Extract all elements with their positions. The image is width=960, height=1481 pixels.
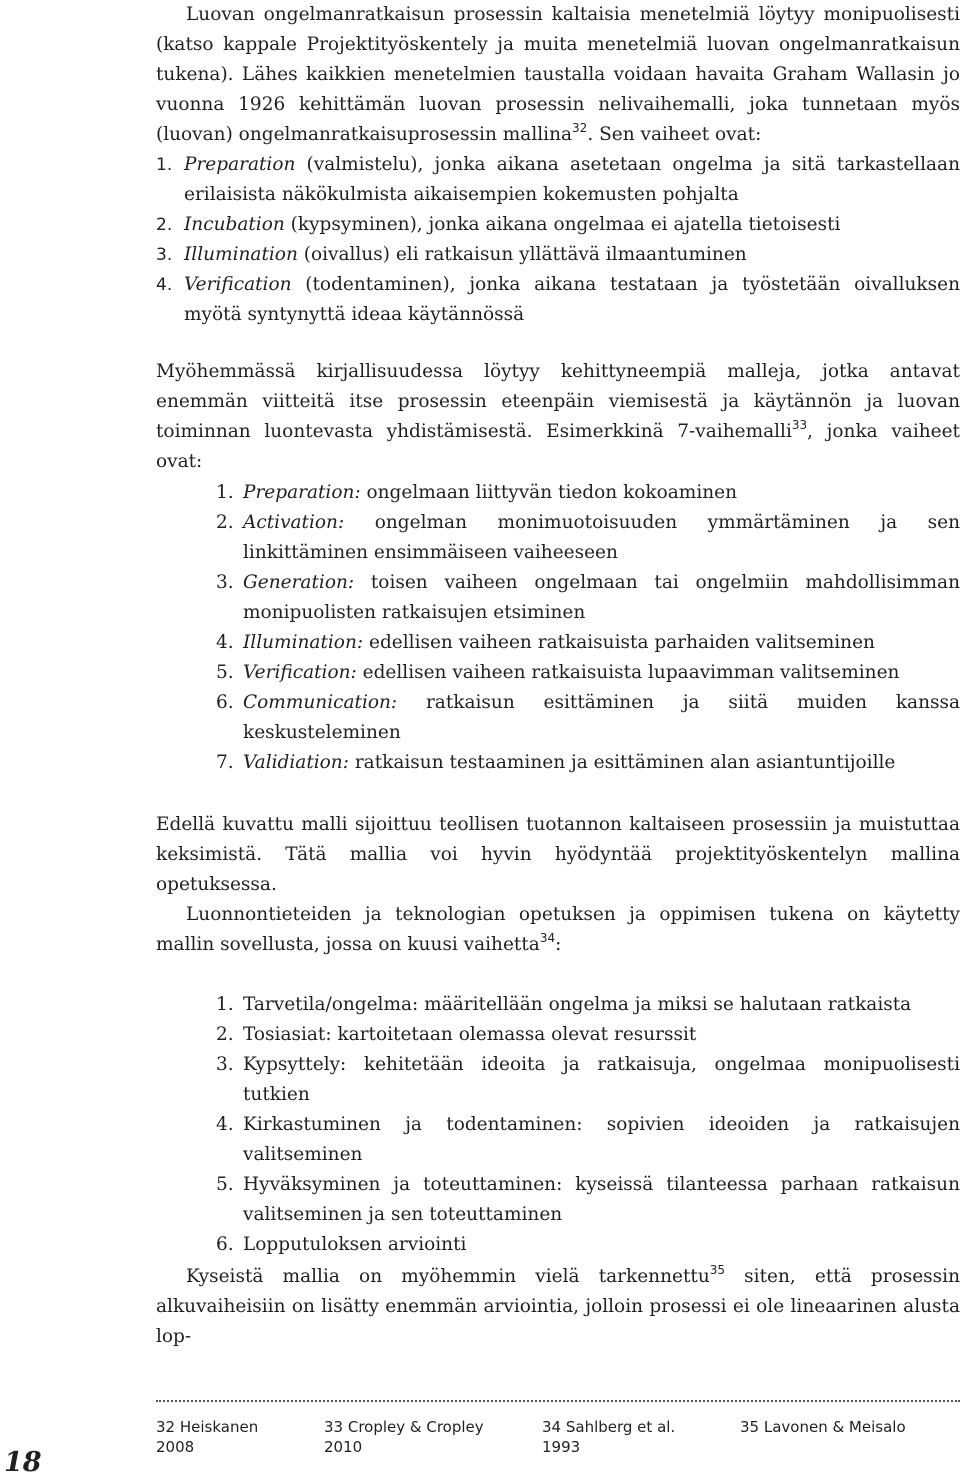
intro-paragraph: Luovan ongelmanratkaisun prosessin kaltaisia menetelmiä löytyy monipuolisesti (katso kappale Projektityöskentely ja muita menetelmiä luovan ongelmanratkaisun tukena). Lähes kaikkien menetelmien taustalla voidaan havaita Graham Wallasin jo vuonna 1926 kehittämän luovan prosessin nelivaihemalli, joka tunnetaan myös (luovan) ongelmanratkaisuprosessin mallina$^{32}$. Sen vaiheet ovat: [156, 4, 960, 145]
paragraph: Kyseistä mallia on myöhemmin vielä tarkennettu$^{35}$ siten, että prosessin alkuvaiheisiin on lisätty enemmän arviointia, jolloin prosessi ei ole lineaarinen alusta lop- [156, 1263, 960, 1347]
list-item: 2. Activation: ongelman monimuotoisuuden ymmärtäminen ja sen linkittäminen ensimmäiseen vaiheeseen [216, 512, 960, 563]
paragraph: Myöhemmässä kirjallisuudessa löytyy kehittyneempiä malleja, jotka antavat enemmän viitteitä itse prosessin eteenpäin viemisestä ja käytännön ja luovan toiminnan luontevasta yhdistämisestä. Esimerkkinä 7-vaihemalli$^{33}$, jonka vaiheet ovat: [156, 361, 960, 472]
six-stage-intro [156, 900, 960, 960]
list-item: 5. Verification: edellisen vaiheen ratkaisuista lupaavimman valitseminen [216, 662, 900, 683]
list-item: 3. Generation: toisen vaiheen ongelmaan tai ongelmiin mahdollisimman monipuolisten ratkaisujen etsiminen [216, 572, 960, 623]
wallas-stage-list [156, 150, 960, 330]
list-item: 4. Kirkastuminen ja todentaminen: sopivien ideoiden ja ratkaisujen valitseminen [216, 1114, 960, 1165]
list-item: 3. Kypsyttely: kehitetään ideoita ja ratkaisuja, ongelmaa monipuolisesti tutkien [216, 1054, 960, 1105]
summary-section [156, 810, 960, 900]
list-item: 7. Validiation: ratkaisun testaaminen ja esittäminen alan asiantuntijoille [216, 752, 896, 773]
list-item: 5. Hyväksyminen ja toteuttaminen: kyseissä tilanteessa parhaan ratkaisun valitseminen ja sen toteuttaminen [216, 1174, 960, 1225]
list-item: 6. Lopputuloksen arviointi [216, 1234, 467, 1255]
footnote-34: 34 Sahlberg et al. 1993 [542, 1418, 676, 1456]
seven-stage-section [156, 478, 960, 778]
list-item: 1. Tarvetila/ongelma: määritellään ongelma ja miksi se halutaan ratkaista [216, 994, 912, 1015]
list-item: 4. Illumination: edellisen vaiheen ratkaisuista parhaiden valitseminen [216, 632, 875, 653]
footnote-33: 33 Cropley & Cropley 2010 [324, 1418, 484, 1456]
list-item: 1. Preparation: ongelmaan liittyvän tiedon kokoaminen [216, 482, 738, 503]
list-item: 2. Tosiasiat: kartoitetaan olemassa olevat resurssit [216, 1024, 697, 1045]
six-stage-list [156, 990, 960, 1260]
seven-stage-list [156, 478, 960, 778]
page-number: 18 [4, 1447, 42, 1478]
footnote-ref-35[interactable]: 35 [709, 1263, 726, 1277]
intro-section [156, 0, 960, 330]
list-item: 6. Communication: ratkaisun esittäminen ja siitä muiden kanssa keskusteleminen [216, 692, 960, 743]
footnote-ref-33[interactable]: 33 [791, 418, 808, 432]
footnote-35: 35 Lavonen & Meisalo [740, 1418, 906, 1436]
closing-section [156, 1262, 960, 1352]
footnote-divider [156, 1400, 960, 1402]
paragraph: Edellä kuvattu malli sijoittuu teollisen tuotannon kaltaiseen prosessiin ja muistuttaa keksimistä. Tätä mallia voi hyvin hyödyntää projektityöskentelyn mallina opetuksessa. [156, 814, 960, 895]
footnote-ref-34[interactable]: 34 [539, 931, 556, 945]
list-item: 4. Verification (todentaminen), jonka aikana testataan ja työstetään oivalluksen myötä syntynyttä ideaa käytännössä [156, 274, 960, 325]
footnote-32: 32 Heiskanen 2008 [156, 1418, 259, 1456]
six-stage-section [156, 990, 960, 1260]
list-item: 1. Preparation (valmistelu), jonka aikana asetetaan ongelma ja sitä tarkastellaan erilaisista näkökulmista aikaisempien kokemusten pohjalta [156, 154, 960, 205]
list-item: 2. Incubation (kypsyminen), jonka aikana ongelmaa ei ajatella tietoisesti [156, 214, 841, 235]
paragraph: Luonnontieteiden ja teknologian opetuksen ja oppimisen tukena on käytetty mallin sovellusta, jossa on kuusi vaihetta$^{34}$: [156, 904, 960, 955]
footnote-ref-32[interactable]: 32 [572, 121, 588, 135]
list-item: 3. Illumination (oivallus) eli ratkaisun yllättävä ilmaantuminen [156, 244, 747, 265]
seven-stage-intro [156, 357, 960, 477]
